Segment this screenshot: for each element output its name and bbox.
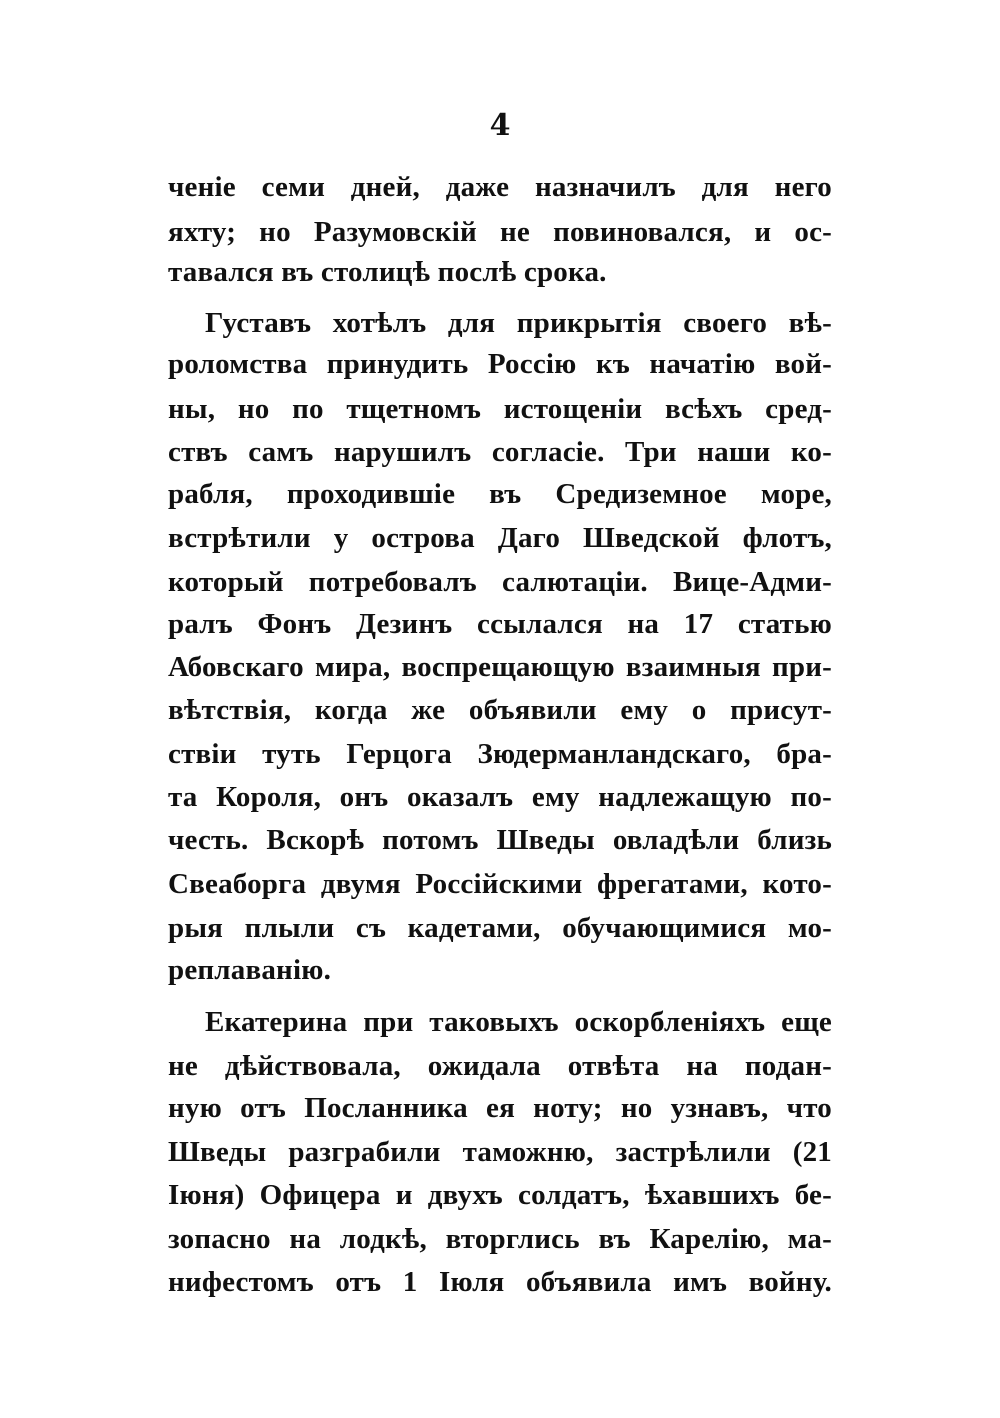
text-line: ную отъ Посланника ея ноту; но узнавъ, что: [168, 1092, 832, 1124]
text-line: нифестомъ отъ 1 Іюля объявила имъ войну.: [168, 1266, 832, 1298]
text-line: Шведы разграбили таможню, застрѣлили (21: [168, 1136, 832, 1168]
text-line: Іюня) Офицера и двухъ солдатъ, ѣхавшихъ бе-: [168, 1179, 832, 1211]
text-line: тавался въ столицѣ послѣ срока.: [168, 256, 607, 288]
text-line: Абовскаго мира, воспрещающую взаимныя при-: [168, 651, 832, 683]
text-line: который потребовалъ салютаціи. Вице-Адми-: [168, 566, 832, 598]
text-line: вѣтствія, когда же объявили ему о присут-: [168, 694, 832, 726]
text-line: Густавъ хотѣлъ для прикрытія своего вѣ-: [205, 307, 832, 339]
text-line: встрѣтили у острова Даго Шведской флотъ,: [168, 522, 832, 554]
text-line: реплаванію.: [168, 954, 332, 986]
text-line: рабля, проходившіе въ Средиземное море,: [168, 478, 832, 510]
text-line: честь. Вскорѣ потомъ Шведы овладѣли близь: [168, 824, 832, 856]
text-line: ствіи туть Герцога Зюдерманландскаго, бра-: [168, 738, 832, 770]
text-line: ралъ Фонъ Дезинъ ссылался на 17 статью: [168, 608, 832, 640]
text-line: яхту; но Разумовскій не повиновался, и ос-: [168, 216, 832, 248]
text-line: рыя плыли съ кадетами, обучающимися мо-: [168, 912, 832, 944]
text-line: та Короля, онъ оказалъ ему надлежащую по-: [168, 781, 832, 813]
text-line: не дѣйствовала, ожидала отвѣта на подан-: [168, 1050, 832, 1082]
text-line: роломства принудить Россію къ начатію вой-: [168, 348, 832, 380]
text-line: ствъ самъ нарушилъ согласіе. Три наши ко-: [168, 436, 832, 468]
text-line: ны, но по тщетномъ истощеніи всѣхъ сред-: [168, 393, 832, 425]
text-line: ченіе семи дней, даже назначилъ для него: [168, 171, 832, 203]
text-line: зопасно на лодкѣ, вторглись въ Карелію, ма-: [168, 1223, 832, 1255]
page-number: 4: [489, 108, 511, 143]
text-line: Свеаборга двумя Россійскими фрегатами, кото-: [168, 868, 832, 900]
text-line: Екатерина при таковыхъ оскорбленіяхъ еще: [205, 1006, 832, 1038]
